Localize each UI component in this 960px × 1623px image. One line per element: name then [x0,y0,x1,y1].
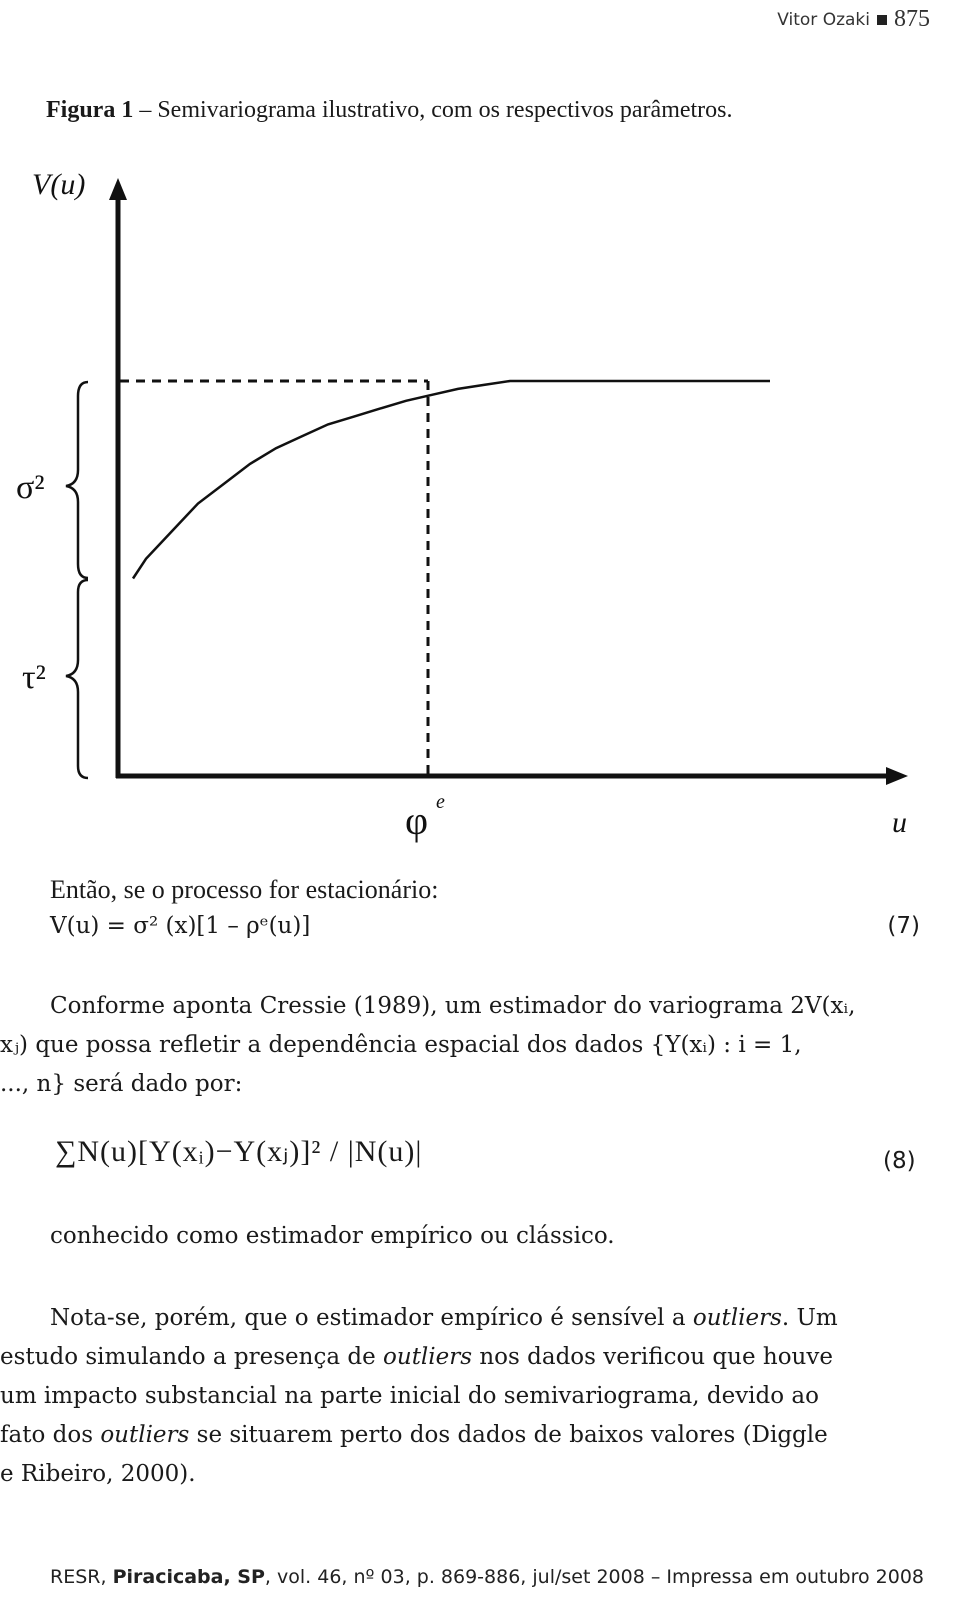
x-axis-label: u [892,806,907,839]
footer-details: , vol. 46, nº 03, p. 869-886, jul/set 2008 – Impressa em outubro 2008 [264,1566,924,1588]
equation-7 [50,913,920,939]
semivariogram-figure [0,160,960,850]
outliers-line-5: e Ribeiro, 2000). [0,1461,196,1487]
semivariogram-curve [133,381,770,579]
cressie-line-3: ..., n} será dado por: [0,1071,243,1097]
figure-caption-text: Semivariograma ilustrativo, com os respectivos parâmetros. [157,97,733,123]
header-square-icon [877,15,887,25]
nugget-label: τ² [22,659,46,696]
figure-caption [46,97,733,124]
sill-brace [66,382,88,578]
range-label: φ [405,798,429,843]
footer-place: Piracicaba, SP [112,1566,265,1588]
page-footer [50,1566,924,1588]
outliers-line-1: Nota-se, porém, que o estimador empírico é sensível a outliers. Um [50,1305,838,1331]
paragraph-stationary: Então, se o processo for estacionário: [50,875,439,904]
running-header [777,6,930,33]
sill-label: σ² [16,469,45,506]
figure-label: Figura 1 [46,97,134,123]
equation-7-number: (7) [887,913,920,939]
y-axis-label: V(u) [32,168,86,201]
header-author: Vitor Ozaki [777,9,870,30]
x-axis-arrow-icon [886,767,908,785]
footer-journal: RESR, [50,1566,107,1588]
paragraph-cressie [0,987,930,1104]
range-superscript: e [436,791,445,813]
outliers-italic-3: outliers [100,1422,190,1448]
page-number: 875 [894,6,930,32]
figure-dash: – [139,97,152,123]
outliers-italic-2: outliers [383,1344,473,1370]
cressie-line-2: xⱼ) que possa refletir a dependência espacial dos dados {Y(xᵢ) : i = 1, [0,1032,802,1058]
cressie-line-1: Conforme aponta Cressie (1989), um estimador do variograma 2V(xᵢ, [50,993,856,1019]
equation-8-formula: ∑N(u)[Y(xᵢ)−Y(xⱼ)]² / |N(u)| [55,1135,423,1168]
outliers-line-2: estudo simulando a presença de outliers nos dados verificou que houve [0,1344,833,1370]
outliers-italic-1: outliers [692,1305,782,1331]
outliers-line-4: fato dos outliers se situarem perto dos dados de baixos valores (Diggle [0,1422,828,1448]
equation-7-formula: V(u) = σ² (x)[1 – ρᵉ(u)] [50,913,311,939]
paragraph-outliers [0,1299,930,1494]
equation-8-number: (8) [883,1148,916,1174]
y-axis-arrow-icon [109,178,127,200]
outliers-line-3: um impacto substancial na parte inicial do semivariograma, devido ao [0,1383,819,1409]
paragraph-classic: conhecido como estimador empírico ou clássico. [50,1223,615,1249]
nugget-brace [66,580,88,778]
